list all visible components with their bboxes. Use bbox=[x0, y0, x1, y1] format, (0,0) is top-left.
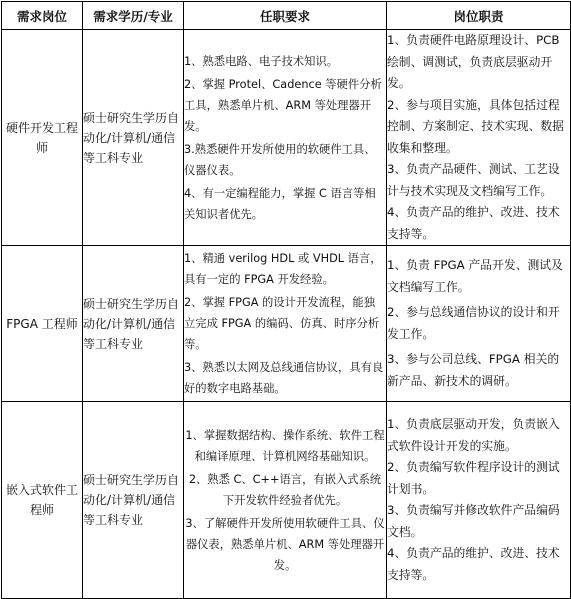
education-cell: 硕士研究生学历自动化/计算机/通信等工科专业 bbox=[83, 246, 184, 402]
requirements-cell bbox=[184, 30, 387, 246]
table-row bbox=[2, 246, 571, 402]
header-row bbox=[2, 2, 571, 30]
duty-item: 4、负责产品的维护、改进、技术支持等。 bbox=[387, 546, 560, 582]
requirements-cell bbox=[184, 402, 387, 599]
requirement-item: 1、熟悉电路、电子技术知识。 bbox=[184, 54, 339, 68]
header-duties: 岗位职责 bbox=[387, 2, 571, 30]
duty-item: 2、参与项目实施，具体包括过程控制、方案制定、技术实现、数据收集和整理。 bbox=[387, 97, 564, 155]
position-cell: FPGA 工程师 bbox=[2, 246, 83, 402]
requirement-item: 2、熟悉 C、C++语言，有嵌入式系统下开发软件经验者优先。 bbox=[188, 472, 382, 507]
requirements-cell bbox=[184, 246, 387, 402]
header-education: 需求学历/专业 bbox=[83, 2, 184, 30]
duties-cell bbox=[387, 246, 571, 402]
requirement-item: 2、掌握 Protel、Cadence 等硬件分析工具，熟悉单片机、ARM 等处理器开发。 bbox=[184, 77, 382, 133]
requirement-item: 1、精通 verilog HDL 或 VHDL 语言，具有一定的 FPGA 开发经验。 bbox=[184, 252, 382, 286]
duty-item: 2、参与总线通信协议的设计和开发工作。 bbox=[387, 305, 560, 341]
duty-item: 2、负责编写软件程序设计的测试计划书。 bbox=[387, 460, 560, 496]
header-position: 需求岗位 bbox=[2, 2, 83, 30]
requirement-item: 4、有一定编程能力，掌握 C 语言等相关知识者优先。 bbox=[184, 186, 376, 221]
requirement-item: 3、了解硬件开发所使用软硬件工具、仪器仪表，熟悉单片机、ARM 等处理器开发。 bbox=[185, 516, 385, 572]
requirement-item: 3、熟悉以太网及总线通信协议，具有良好的数字电路基础。 bbox=[184, 361, 384, 395]
requirement-item: 3.熟悉硬件开发所使用的软硬件工具、仪器仪表。 bbox=[184, 142, 376, 177]
duty-item: 1、负责硬件电路原理设计、PCB 绘制、调测试，负责底层驱动开发。 bbox=[387, 33, 560, 90]
duty-item: 3、负责产品硬件、测试、工艺设计与技术实现及文档编写工作。 bbox=[387, 162, 560, 198]
duties-cell bbox=[387, 30, 571, 246]
header-requirements: 任职要求 bbox=[184, 2, 387, 30]
duty-item: 3、参与公司总线、FPGA 相关的新产品、新技术的调研。 bbox=[387, 352, 560, 388]
position-cell: 硬件开发工程师 bbox=[2, 30, 83, 246]
requirement-item: 2、掌握 FPGA 的设计开发流程，能独立完成 FPGA 的编码、仿真、时序分析等。 bbox=[184, 296, 380, 351]
education-cell: 硕士研究生学历自动化/计算机/通信等工科专业 bbox=[83, 402, 184, 599]
job-table bbox=[1, 1, 571, 599]
duties-cell bbox=[387, 402, 571, 599]
duty-item: 3、负责编写并修改软件产品编码文档。 bbox=[387, 503, 560, 539]
table-row bbox=[2, 30, 571, 246]
duty-item: 1、负责底层驱动开发，负责嵌入式软件设计开发的实施。 bbox=[387, 417, 560, 453]
requirement-item: 1、掌握数据结构、操作系统、软件工程和编译原理、计算机网络基础知识。 bbox=[185, 428, 385, 463]
duty-item: 1、负责 FPGA 产品开发、测试及文档编写工作。 bbox=[387, 258, 563, 294]
position-cell: 嵌入式软件工程师 bbox=[2, 402, 83, 599]
table-row bbox=[2, 402, 571, 599]
duty-item: 4、负责产品的维护、改进、技术支持等。 bbox=[387, 205, 560, 241]
education-cell: 硕士研究生学历自动化/计算机/通信等工科专业 bbox=[83, 30, 184, 246]
